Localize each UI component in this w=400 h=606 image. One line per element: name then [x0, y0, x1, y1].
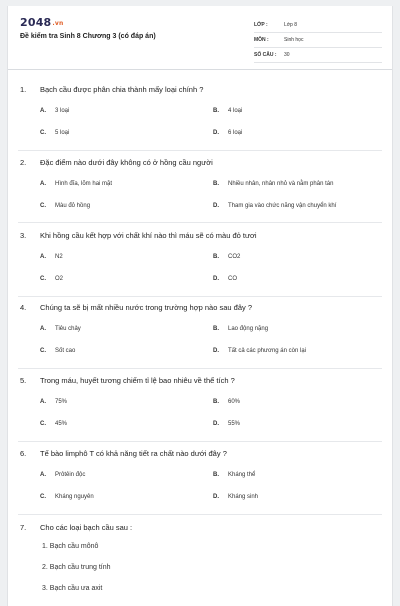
option-b[interactable]: B. Nhiều nhân, nhân nhỏ và nằm phân tán: [213, 181, 334, 187]
meta-value: Sinh học: [284, 37, 304, 43]
list-item: 2. Bạch cầu trung tính: [42, 564, 111, 571]
meta-value: Lớp 8: [284, 22, 298, 28]
option-c[interactable]: C. Kháng nguyên: [40, 494, 94, 500]
exam-title: Đề kiểm tra Sinh 8 Chương 3 (có đáp án): [20, 33, 156, 40]
option-c[interactable]: C. 45%: [40, 421, 68, 427]
question-4: [8, 298, 394, 368]
question-7: [8, 518, 394, 600]
question-divider: [18, 296, 382, 297]
list-item: 1. Bạch cầu mônô: [42, 543, 99, 550]
question-divider: [18, 441, 382, 442]
option-a[interactable]: A. 75%: [40, 399, 68, 405]
option-d[interactable]: D. 6 loại: [213, 130, 243, 136]
meta-value: 30: [284, 52, 290, 58]
option-c[interactable]: C. 5 loại: [40, 130, 70, 136]
question-stem: 5. Trong máu, huyết tương chiếm tỉ lệ bao nhiêu về thể tích ?: [20, 376, 235, 385]
option-d[interactable]: D. Tham gia vào chức năng vận chuyển khí: [213, 203, 337, 209]
question-stem: 4. Chúng ta sẽ bị mất nhiều nước trong trường hợp nào sau đây ?: [20, 303, 253, 312]
exam-sheet: [7, 6, 393, 606]
option-d[interactable]: D. Tất cả các phương án còn lại: [213, 348, 306, 354]
question-stem: 2. Đặc điểm nào dưới đây không có ở hồng cầu người: [20, 158, 213, 167]
question-1: [8, 80, 394, 150]
option-c[interactable]: C. Màu đỏ hồng: [40, 203, 91, 209]
meta-count-row: [254, 48, 382, 63]
option-b[interactable]: B. 60%: [213, 399, 241, 405]
question-6: [8, 444, 394, 514]
question-divider: [18, 514, 382, 515]
list-item: 3. Bạch cầu ưa axit: [42, 585, 103, 592]
site-logo[interactable]: 2048.vn: [20, 16, 64, 29]
question-divider: [18, 150, 382, 151]
option-a[interactable]: A. Hình đĩa, lõm hai mặt: [40, 181, 113, 187]
option-d[interactable]: D. CO: [213, 276, 237, 282]
option-a[interactable]: A. Tiêu chảy: [40, 326, 81, 332]
question-2: [8, 153, 394, 223]
option-b[interactable]: B. Lao động nặng: [213, 326, 269, 332]
question-3: [8, 226, 394, 296]
question-stem: 3. Khi hồng cầu kết hợp với chất khí nào thì máu sẽ có màu đỏ tươi: [20, 231, 257, 240]
option-d[interactable]: D. 55%: [213, 421, 241, 427]
question-stem: 1. Bạch cầu được phân chia thành mấy loại chính ?: [20, 85, 204, 94]
option-a[interactable]: A. N2: [40, 254, 63, 260]
question-stem: 6. Tế bào limphô T có khả năng tiết ra chất nào dưới đây ?: [20, 449, 227, 458]
meta-subject-row: [254, 33, 382, 48]
option-c[interactable]: C. Sốt cao: [40, 348, 76, 354]
option-b[interactable]: B. CO2: [213, 254, 241, 260]
meta-label: MÔN :: [254, 37, 269, 43]
meta-label: SỐ CÂU :: [254, 52, 277, 58]
exam-header: [8, 6, 392, 70]
option-a[interactable]: A. 3 loại: [40, 108, 70, 114]
option-d[interactable]: D. Kháng sinh: [213, 494, 259, 500]
exam-meta: [254, 18, 382, 63]
option-c[interactable]: C. O2: [40, 276, 64, 282]
option-a[interactable]: A. Prôtêin độc: [40, 472, 86, 478]
question-5: [8, 371, 394, 441]
question-stem: 7. Cho các loại bạch cầu sau :: [20, 523, 133, 532]
meta-label: LỚP :: [254, 22, 268, 28]
option-b[interactable]: B. Kháng thể: [213, 472, 256, 478]
question-divider: [18, 368, 382, 369]
option-b[interactable]: B. 4 loại: [213, 108, 243, 114]
question-divider: [18, 222, 382, 223]
meta-class-row: [254, 18, 382, 33]
